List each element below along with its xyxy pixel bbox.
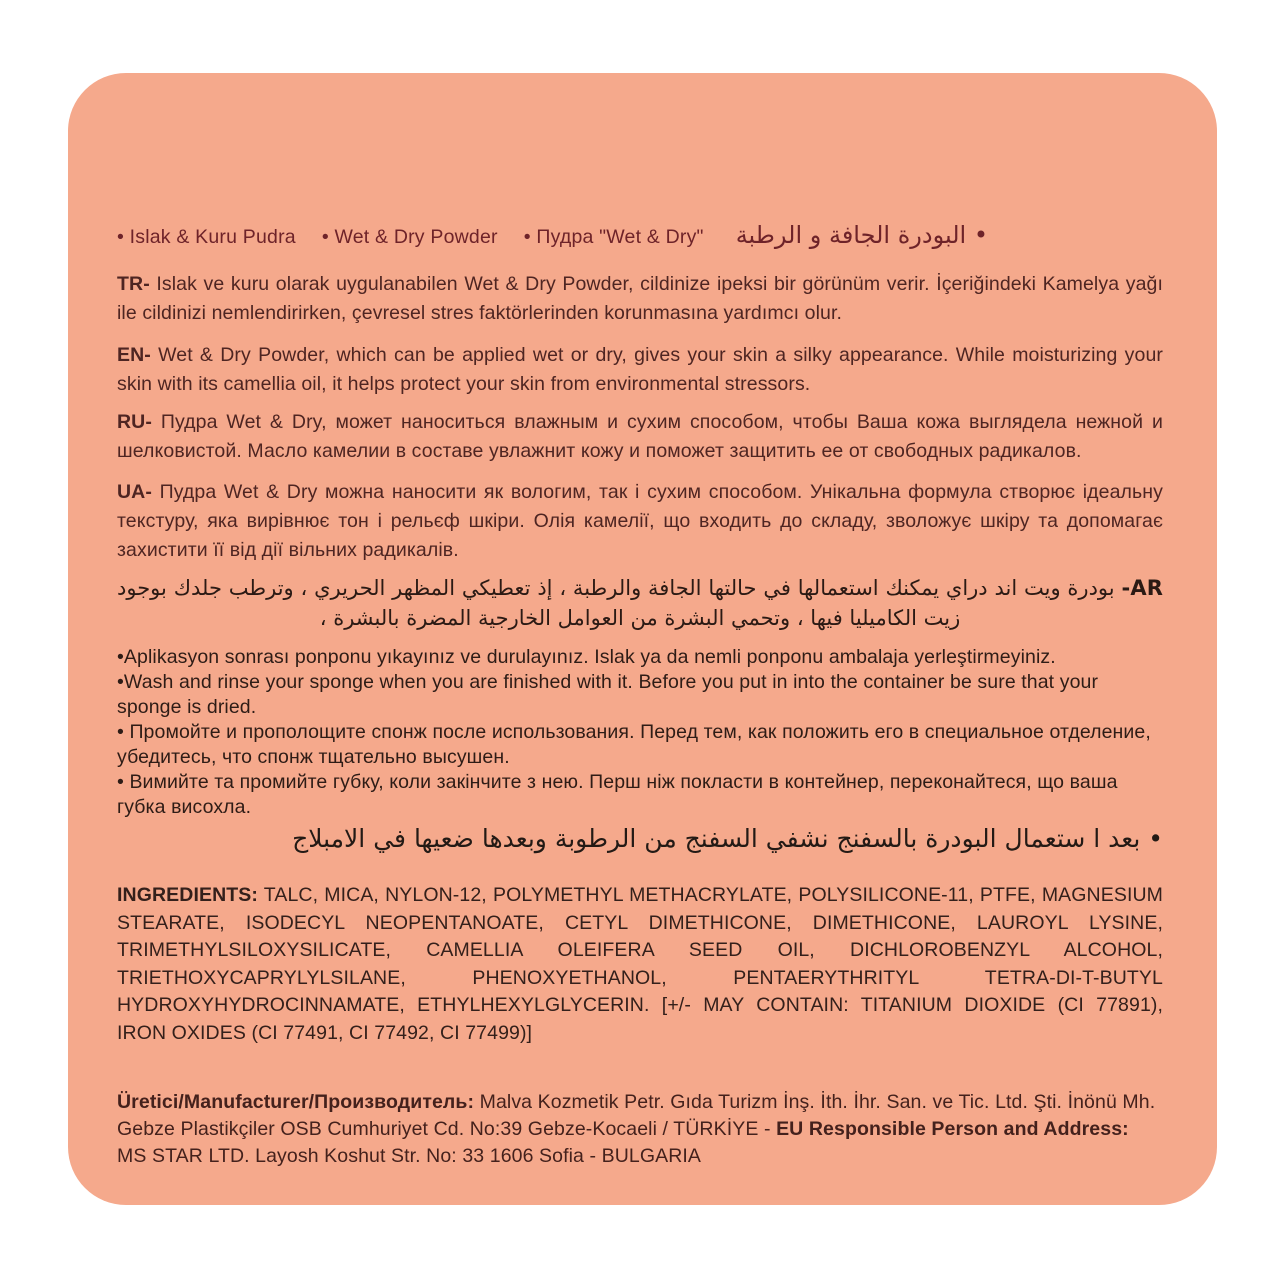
care-instruction-tr: •Aplikasyon sonrası ponponu yıkayınız ve durulayınız. Islak ya da nemli ponponu ambalaja yerleştirmeyiniz. <box>117 646 1056 668</box>
description-ru-text: Пудра Wet & Dry, может наноситься влажным и сухим способом, чтобы Ваша кожа выглядела нежной и шелковистой. Масло камелии в составе увлажнит кожу и поможет защитить ее от свободных радикалов. <box>117 411 1163 462</box>
eu-responsible-label: EU Responsible Person and Address: <box>776 1118 1129 1140</box>
description-tr-text: Islak ve kuru olarak uygulanabilen Wet & Dry Powder, cildinize ipeksi bir görünüm verir. İçeriğindeki Kamelya yağı ile cildinizi nemlendirirken, çevresel stres faktörlerinden korunmasına yardımcı olur. <box>117 273 1163 324</box>
product-name-ar: • البودرة الجافة و الرطبة <box>735 221 988 249</box>
manufacturer-info <box>117 1089 1163 1170</box>
lang-label-ua: UA- <box>117 481 152 503</box>
product-name-en: • Wet & Dry Powder <box>321 226 498 248</box>
lang-label-tr: TR- <box>117 273 150 295</box>
lang-label-ru: RU- <box>117 411 152 433</box>
lang-label-ar: AR- <box>1121 576 1163 600</box>
care-instruction-ar: • بعد ا ستعمال البودرة بالسفنج نشفي السفنج من الرطوبة وبعدها ضعيها في الامبلاج <box>292 824 1163 853</box>
product-label-card <box>68 73 1217 1205</box>
eu-responsible-address: MS STAR LTD. Layosh Koshut Str. No: 33 1606 Sofia - BULGARIA <box>117 1145 702 1167</box>
care-instruction-ua: • Вимийте та промийте губку, коли закінчите з нею. Перш ніж покласти в контейнер, переконайтеся, що ваша губка висохла. <box>117 771 1118 818</box>
care-instruction-ru: • Промойте и прополощите спонж после использования. Перед тем, как положить его в специальное отделение, убедитесь, что спонж тщательно высушен. <box>117 721 1151 768</box>
lang-label-en: EN- <box>117 344 151 366</box>
care-instructions <box>117 645 1163 856</box>
ingredients-text: TALC, MICA, NYLON-12, POLYMETHYL METHACRYLATE, POLYSILICONE-11, PTFE, MAGNESIUM STEARATE, ISODECYL NEOPENTANOATE, CETYL DIMETHICONE, DIMETHICONE, LAUROYL LYSINE, TRIMETHYLSILOXYSILICATE, CAMELLIA OLEIFERA SEED OIL, DICHLOROBENZYL ALCOHOL, TRIETHOXYCAPRYLYLSILANE, PHENOXYETHANOL, PENTAERYTHRITYL TETRA-DI-T-BUTYL HYDROXYHYDROCINNAMATE, ETHYLHEXYLGLYCERIN. [+/- MAY CONTAIN: TITANIUM DIOXIDE (CI 77891), IRON OXIDES (CI 77491, CI 77492, CI 77499)] <box>117 884 1163 1044</box>
product-name-ru: • Пудра "Wet & Dry" <box>523 226 704 248</box>
description-ar <box>117 573 1163 633</box>
care-instruction-en: •Wash and rinse your sponge when you are finished with it. Before you put in into the container be sure that your sponge is dried. <box>117 671 1099 718</box>
ingredients-list <box>117 882 1163 1047</box>
description-ua-text: Пудра Wet & Dry можна наносити як вологим, так і сухим способом. Унікальна формула створює ідеальну текстуру, яка вирівнює тон і рельєф шкіри. Олія камелії, що входить до складу, зволожує шкіру та допомагає захистити її від дії вільних радикалів. <box>117 481 1163 561</box>
product-name-tr: • Islak & Kuru Pudra <box>117 226 296 248</box>
description-en-text: Wet & Dry Powder, which can be applied wet or dry, gives your skin a silky appearance. While moisturizing your skin with its camellia oil, it helps protect your skin from environmental stressors. <box>117 344 1163 395</box>
ingredients-label: INGREDIENTS: <box>117 884 258 906</box>
description-ar-text: بودرة ويت اند دراي يمكنك استعمالها في حالتها الجافة والرطبة ، إذ تعطيكي المظهر الحريري ، وترطب جلدك بوجود زيت الكاميليا فيها ، وتحمي البشرة من العوامل الخارجية المضرة بالبشرة ، <box>117 576 1122 630</box>
manufacturer-label: Üretici/Manufacturer/Производитель: <box>117 1091 475 1113</box>
description-en <box>117 341 1163 399</box>
product-name-line <box>117 221 1163 249</box>
description-ua <box>117 478 1163 565</box>
description-tr <box>117 270 1163 328</box>
manufacturer-address: Malva Kozmetik Petr. Gıda Turizm İnş. İth. İhr. San. ve Tic. Ltd. Şti. İnönü Mh. Gebze Plastikçiler OSB Cumhuriyet Cd. No:39 Gebze-Kocaeli / TÜRKİYE - <box>117 1091 1156 1140</box>
description-ru <box>117 408 1163 466</box>
